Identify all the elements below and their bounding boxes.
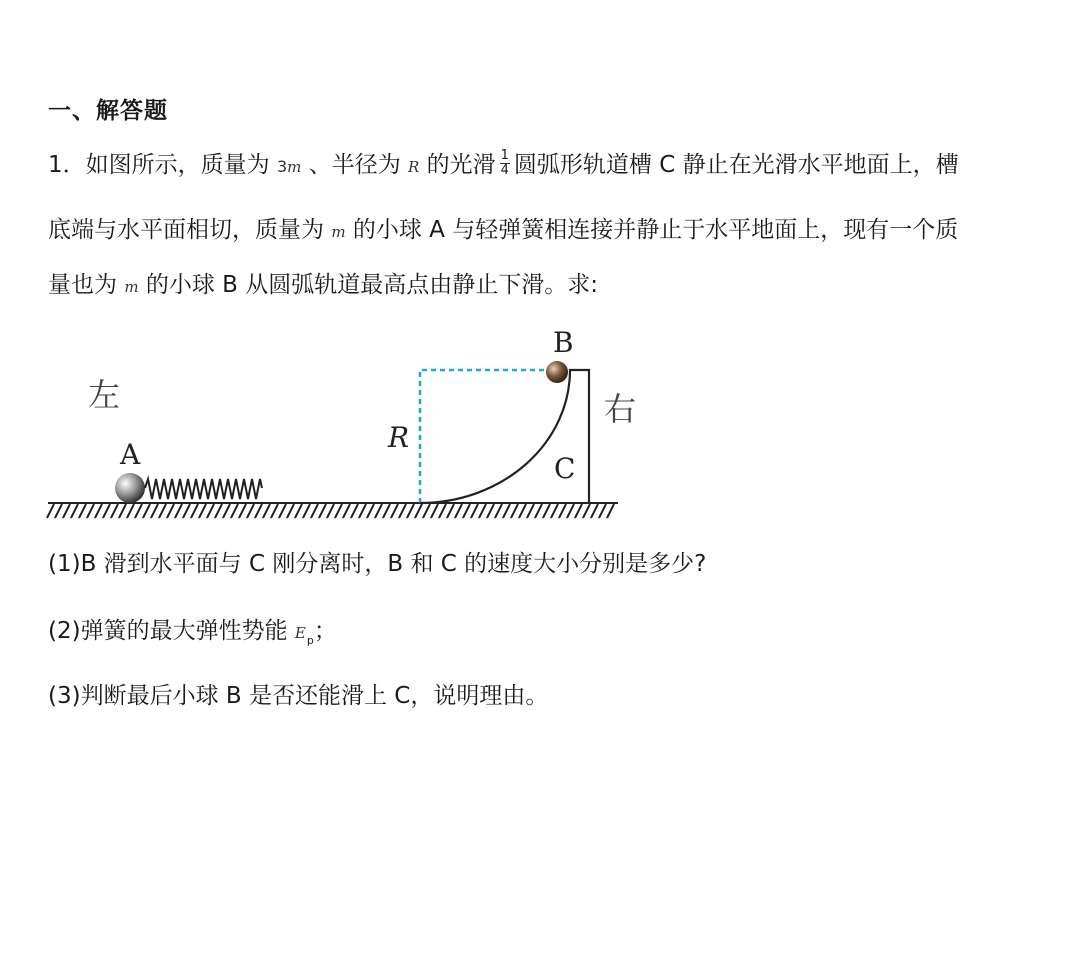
hatch-mark — [295, 504, 302, 518]
label-ball-b: B — [553, 326, 574, 359]
hatch-mark — [591, 504, 598, 518]
hatch-mark — [479, 504, 486, 518]
hatch-mark — [511, 504, 518, 518]
hatch-mark — [359, 504, 366, 518]
hatch-mark — [519, 504, 526, 518]
hatch-mark — [487, 504, 494, 518]
hatch-mark — [599, 504, 606, 518]
hatch-mark — [567, 504, 574, 518]
hatch-mark — [375, 504, 382, 518]
hatch-mark — [103, 504, 110, 518]
hatch-mark — [319, 504, 326, 518]
hatch-mark — [63, 504, 70, 518]
hatch-mark — [495, 504, 502, 518]
hatch-mark — [527, 504, 534, 518]
quarter-fraction: $\frac{1}{4}$ — [500, 148, 509, 178]
hatch-mark — [167, 504, 174, 518]
hatch-mark — [263, 504, 270, 518]
hatch-mark — [543, 504, 550, 518]
hatch-mark — [415, 504, 422, 518]
hatch-mark — [391, 504, 398, 518]
energy-symbol: E — [294, 624, 306, 642]
hatch-mark — [255, 504, 262, 518]
label-ball-a: A — [120, 438, 141, 471]
hatch-mark — [207, 504, 214, 518]
problem-line-3: 量也为 m 的小球 B 从圆弧轨道最高点由静止下滑。求: — [48, 272, 599, 298]
mass-coefficient: 3 — [276, 157, 288, 176]
hatch-mark — [439, 504, 446, 518]
hatch-mark — [143, 504, 150, 518]
hatch-mark — [311, 504, 318, 518]
hatch-mark — [95, 504, 102, 518]
hatch-mark — [407, 504, 414, 518]
hatch-mark — [71, 504, 78, 518]
ball-b — [546, 361, 568, 383]
question-2: (2)弹簧的最大弹性势能 $E_p$； — [48, 618, 337, 647]
hatch-mark — [199, 504, 206, 518]
hatch-mark — [383, 504, 390, 518]
energy-subscript: p — [306, 634, 314, 647]
label-radius: R — [388, 421, 410, 454]
hatch-mark — [303, 504, 310, 518]
hatch-mark — [87, 504, 94, 518]
hatch-mark — [455, 504, 462, 518]
hatch-mark — [79, 504, 86, 518]
hatch-mark — [159, 504, 166, 518]
hatch-mark — [183, 504, 190, 518]
question-3: (3)判断最后小球 B 是否还能滑上 C，说明理由。 — [48, 683, 549, 709]
hatch-mark — [231, 504, 238, 518]
mass-variable: m — [331, 223, 346, 241]
radius-variable: R — [408, 158, 420, 176]
hatch-mark — [367, 504, 374, 518]
physics-figure — [40, 322, 640, 527]
label-trough-c: C — [554, 452, 576, 485]
hatch-mark — [471, 504, 478, 518]
hatch-mark — [119, 504, 126, 518]
hatch-mark — [399, 504, 406, 518]
hatch-mark — [287, 504, 294, 518]
hatch-mark — [575, 504, 582, 518]
problem-line-1: 1．如图所示，质量为 3m 、半径为 R 的光滑 $\frac{1}{4}$ 圆弧形轨道槽 C 静止在光滑水平地面上，槽 — [48, 148, 959, 178]
hatch-mark — [343, 504, 350, 518]
hatch-mark — [335, 504, 342, 518]
radius-dashed-line — [420, 370, 556, 503]
mass-variable: m — [287, 158, 302, 176]
hatch-mark — [463, 504, 470, 518]
hatch-mark — [239, 504, 246, 518]
hatch-mark — [447, 504, 454, 518]
label-left: 左 — [88, 376, 121, 414]
problem-line-2: 底端与水平面相切，质量为 m 的小球 A 与轻弹簧相连接并静止于水平地面上，现有一个质 — [48, 217, 959, 243]
hatch-mark — [423, 504, 430, 518]
hatch-mark — [431, 504, 438, 518]
hatch-mark — [151, 504, 158, 518]
question-1: (1)B 滑到水平面与 C 刚分离时，B 和 C 的速度大小分别是多少? — [48, 551, 707, 577]
ground-hatching — [47, 504, 614, 518]
hatch-mark — [559, 504, 566, 518]
hatch-mark — [279, 504, 286, 518]
hatch-mark — [215, 504, 222, 518]
hatch-mark — [55, 504, 62, 518]
hatch-mark — [535, 504, 542, 518]
label-right: 右 — [604, 390, 637, 428]
hatch-mark — [191, 504, 198, 518]
hatch-mark — [607, 504, 614, 518]
problem-number: 1 — [48, 152, 63, 178]
hatch-mark — [327, 504, 334, 518]
hatch-mark — [271, 504, 278, 518]
hatch-mark — [247, 504, 254, 518]
ball-a — [115, 473, 145, 503]
hatch-mark — [175, 504, 182, 518]
hatch-mark — [47, 504, 54, 518]
section-title: 一、解答题 — [48, 98, 168, 124]
hatch-mark — [111, 504, 118, 518]
spring — [145, 479, 262, 499]
hatch-mark — [351, 504, 358, 518]
hatch-mark — [503, 504, 510, 518]
hatch-mark — [583, 504, 590, 518]
hatch-mark — [135, 504, 142, 518]
hatch-mark — [127, 504, 134, 518]
hatch-mark — [551, 504, 558, 518]
hatch-mark — [223, 504, 230, 518]
mass-variable: m — [124, 278, 139, 296]
